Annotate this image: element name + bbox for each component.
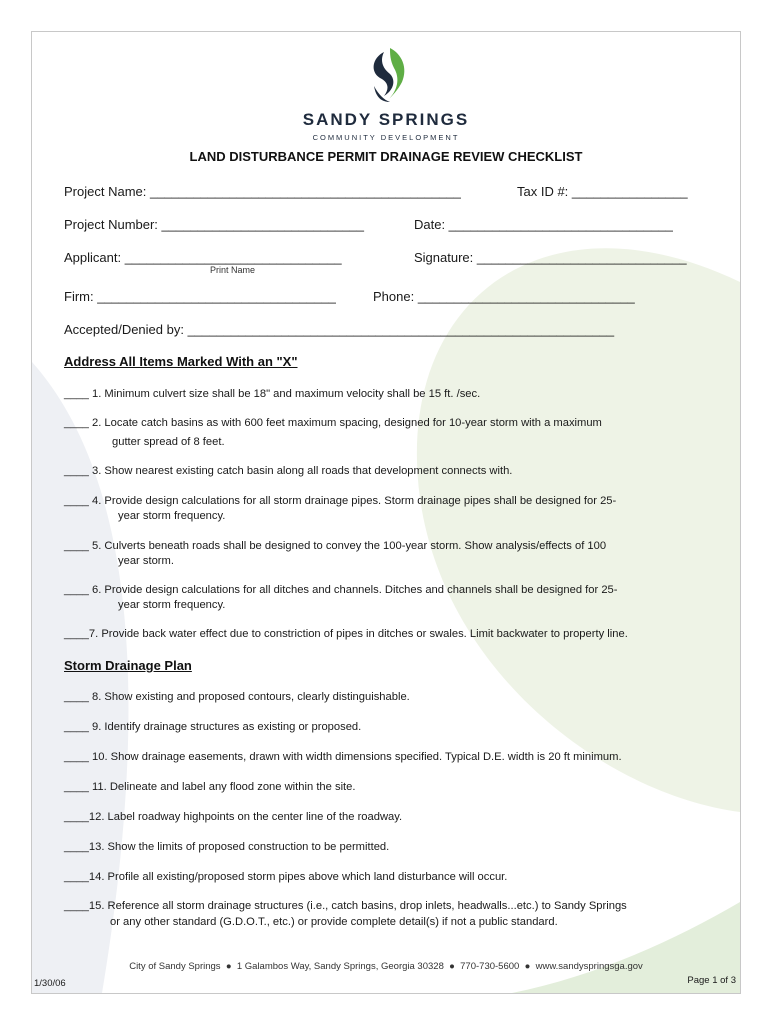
applicant-field[interactable]: Applicant: ______________________________ bbox=[64, 250, 342, 265]
firm-field[interactable]: Firm: _________________________________ bbox=[64, 289, 336, 304]
page-title: LAND DISTURBANCE PERMIT DRAINAGE REVIEW CHECKLIST bbox=[189, 149, 583, 164]
checklist-item[interactable]: ____ 10. Show drainage easements, drawn with width dimensions specified. Typical D.E. width is 20 ft minimum. bbox=[64, 751, 622, 763]
checklist-item[interactable]: ____ 5. Culverts beneath roads shall be designed to convey the 100-year storm. Show analysis/effects of 100 year storm. bbox=[64, 540, 607, 567]
checklist-item[interactable]: ____13. Show the limits of proposed construction to be permitted. bbox=[64, 841, 390, 853]
sandy-springs-logo-icon bbox=[368, 46, 408, 104]
tax-id-field[interactable]: Tax ID #: ________________ bbox=[517, 184, 688, 199]
checklist-item[interactable]: ____14. Profile all existing/proposed storm pipes above which land disturbance will occur. bbox=[64, 871, 508, 883]
project-name-field[interactable]: Project Name: ___________________________________________ bbox=[64, 184, 461, 199]
checklist-item[interactable]: ____ 2. Locate catch basins as with 600 feet maximum spacing, designed for 10-year storm with a maximum gutter spread of 8 feet. bbox=[64, 417, 602, 448]
organization-subtitle: COMMUNITY DEVELOPMENT bbox=[312, 133, 460, 142]
footer-address: City of Sandy Springs ● 1 Galambos Way, Sandy Springs, Georgia 30328 ● 770-730-5600 ● www.sandyspringsga.gov bbox=[129, 961, 643, 972]
checklist-item[interactable]: ____15. Reference all storm drainage structures (i.e., catch basins, drop inlets, headwalls...etc.) to Sandy Springs or any other standard (G.D.O.T., etc.) or provide complete detail(s) if not a public standard. bbox=[64, 900, 627, 928]
checklist-item[interactable]: ____ 9. Identify drainage structures as existing or proposed. bbox=[64, 721, 362, 733]
document-page bbox=[31, 31, 741, 994]
accepted-denied-field[interactable]: Accepted/Denied by: ___________________________________________________________ bbox=[64, 322, 615, 337]
print-name-label: Print Name bbox=[210, 265, 256, 275]
phone-field[interactable]: Phone: ______________________________ bbox=[373, 289, 635, 304]
section-heading-address-items: Address All Items Marked With an "X" bbox=[64, 354, 298, 369]
checklist-item[interactable]: ____12. Label roadway highpoints on the center line of the roadway. bbox=[64, 811, 403, 823]
checklist-item[interactable]: ____ 6. Provide design calculations for all ditches and channels. Ditches and channels shall be designed for 25- year storm frequency. bbox=[64, 584, 618, 611]
checklist-item[interactable]: ____ 8. Show existing and proposed contours, clearly distinguishable. bbox=[64, 691, 410, 703]
checklist-item[interactable]: ____7. Provide back water effect due to constriction of pipes in ditches or swales. Limit backwater to property line. bbox=[64, 628, 628, 640]
organization-name: SANDY SPRINGS bbox=[302, 110, 470, 129]
checklist-item[interactable]: ____ 11. Delineate and label any flood zone within the site. bbox=[64, 781, 356, 793]
page-number: Page 1 of 3 bbox=[687, 975, 736, 986]
checklist-item[interactable]: ____ 3. Show nearest existing catch basin along all roads that development connects with. bbox=[64, 465, 513, 477]
checklist-item[interactable]: ____ 1. Minimum culvert size shall be 18" and maximum velocity shall be 15 ft. /sec. bbox=[64, 388, 481, 400]
revision-date: 1/30/06 bbox=[34, 978, 66, 989]
section-heading-storm-drainage-plan: Storm Drainage Plan bbox=[64, 658, 192, 673]
project-number-field[interactable]: Project Number: ____________________________ bbox=[64, 217, 364, 232]
date-field[interactable]: Date: _______________________________ bbox=[414, 217, 673, 232]
checklist-item[interactable]: ____ 4. Provide design calculations for all storm drainage pipes. Storm drainage pipes shall be designed for 25- year storm frequency. bbox=[64, 495, 617, 522]
signature-field[interactable]: Signature: _____________________________ bbox=[414, 250, 687, 265]
